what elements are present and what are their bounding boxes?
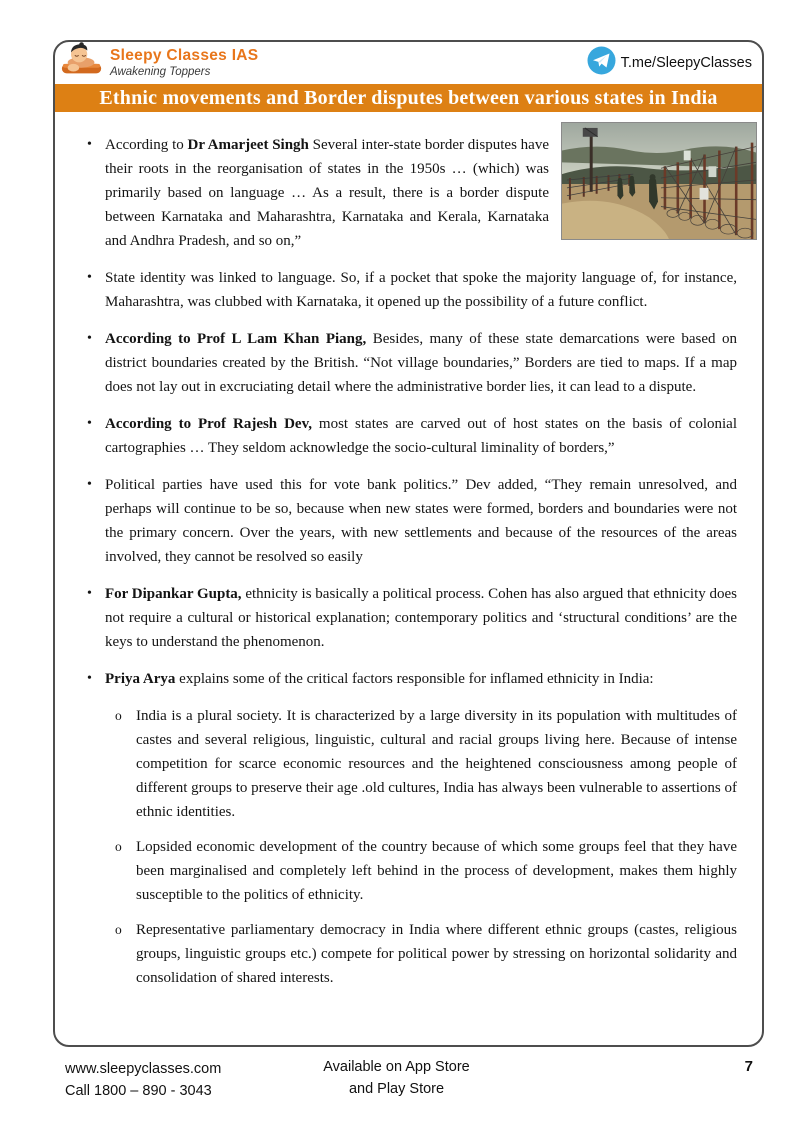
bullet-item — [87, 412, 737, 460]
bullet-text: For Dipankar Gupta, ethnicity is basically a political process. Cohen has also argued that ethnicity does not require a cultural or historical explanation; contemporary politics and ‘structural conditions’ are the keys to understand the phenomenon. — [105, 586, 737, 650]
sleepy-mascot-icon — [60, 41, 104, 86]
bullet-text: Priya Arya explains some of the critical factors responsible for inflamed ethnicity in India: — [105, 671, 654, 687]
bullet-text: According to Dr Amarjeet Singh Several inter-state border disputes have their roots in the reorganisation of states in the 1950s … (which) was primarily based on language … As a result, there is a border dispute between Karnataka and Maharashtra, Karnataka and Kerala, Karnataka and Andhra Pradesh, and so on,” — [105, 133, 737, 253]
sub-bullet-item — [115, 835, 737, 907]
bullet-item — [87, 473, 737, 569]
footer-availability-line2: and Play Store — [348, 1081, 445, 1097]
sub-bullet-item — [115, 704, 737, 824]
bullet-text: India is a plural society. It is characterized by a large diversity in its population with multitudes of castes and several religious, linguistic, cultural and racial groups living here. Because of intense competition for scarce economic resources and the heightened consciousness among people of different groups to preserve their age .old cultures, India has always been vulnerable to assertions of ethnic identities. — [136, 708, 737, 820]
footer-contact — [65, 1058, 221, 1102]
bullet-text: Lopsided economic development of the country because of which some groups feel that they have been marginalised and completely left behind in the process of development, makes them highly susceptible to the politics of ethnicity. — [136, 839, 737, 903]
footer-page-number: 7 — [744, 1058, 753, 1075]
bullet-marker: • — [87, 416, 92, 431]
bullet-text: State identity was linked to language. So, if a pocket that spoke the majority language of, for instance, Maharashtra, was clubbed with Karnataka, it opened up the possibility of a future conflict. — [105, 270, 737, 310]
footer-availability-line1: Available on App Store — [323, 1059, 470, 1075]
logo-text — [110, 47, 258, 79]
footer-website[interactable]: www.sleepyclasses.com — [65, 1061, 222, 1077]
telegram-badge — [587, 46, 752, 80]
page-header — [55, 42, 762, 84]
bullet-marker: • — [87, 671, 92, 686]
page-title-banner: Ethnic movements and Border disputes between various states in India — [55, 84, 762, 112]
bullet-text: According to Prof L Lam Khan Piang, Besides, many of these state demarcations were based on district boundaries created by the British. “Not village boundaries,” Borders are tied to maps. If a map does not lay out in excruciating detail where the administrative border lies, it can lead to a dispute. — [105, 331, 737, 395]
telegram-handle[interactable]: T.me/SleepyClasses — [620, 55, 752, 71]
bullet-item — [87, 327, 737, 399]
bullet-item — [87, 582, 737, 654]
bullet-item — [87, 667, 737, 691]
footer-phone: Call 1800 – 890 - 3043 — [65, 1083, 212, 1099]
logo — [60, 41, 258, 86]
content-box — [53, 40, 764, 1047]
bullet-text: Representative parliamentary democracy in India where different ethnic groups (castes, religious groups, linguistic groups etc.) compete for political power by stressing on horizontal solidarity and consolidation of shared interests. — [136, 922, 737, 986]
sub-bullet-item — [115, 918, 737, 990]
bullet-marker: • — [87, 331, 92, 346]
bullet-item — [87, 266, 737, 314]
bullet-marker: o — [115, 708, 122, 723]
bullet-marker: o — [115, 922, 122, 937]
bullet-marker: o — [115, 839, 122, 854]
logo-title: Sleepy Classes IAS — [110, 47, 259, 65]
page-footer — [0, 1056, 793, 1100]
logo-tagline: Awakening Toppers — [110, 66, 211, 79]
bullet-marker: • — [87, 137, 92, 152]
bullet-marker: • — [87, 270, 92, 285]
bullet-text: According to Prof Rajesh Dev, most states are carved out of host states on the basis of colonial cartographies … They seldom acknowledge the socio-cultural liminality of borders,” — [105, 416, 737, 456]
bullet-marker: • — [87, 586, 92, 601]
bullet-list — [55, 112, 762, 990]
bullet-marker: • — [87, 477, 92, 492]
border-fence-photo — [561, 122, 757, 240]
bullet-item — [87, 133, 737, 253]
bullet-text: Political parties have used this for vote bank politics.” Dev added, “They remain unresolved, and perhaps will continue to be so, because when new states were formed, borders and boundaries were not the primary concern. Over the years, with new settlements and because of the resources of the areas involved, they cannot be resolved so easily — [105, 477, 737, 565]
telegram-icon — [587, 46, 616, 80]
